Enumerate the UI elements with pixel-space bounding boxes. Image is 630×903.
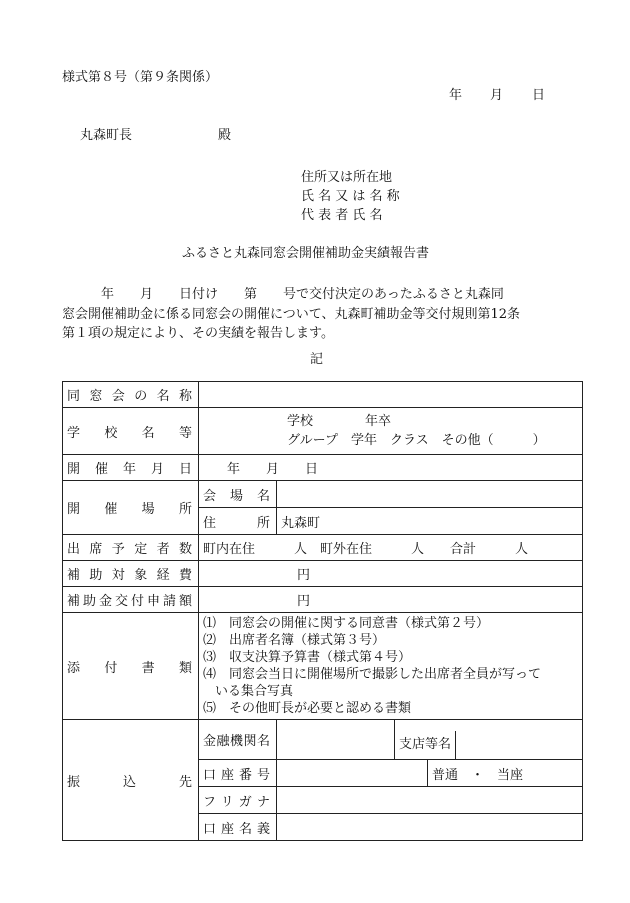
reunion-name-field[interactable] [199,382,583,408]
doc-item: いる集合写真 [215,684,294,699]
date-label: 開催年月日 [63,455,199,481]
applicant-address-label: 住所又は所在地 [301,170,393,185]
reunion-name-label: 同窓会の名称 [63,382,199,408]
school-label: 学校名等 [63,408,199,455]
furigana-field[interactable] [277,787,583,814]
doc-item: ⑴ 同窓会の開催に関する同意書（様式第２号） [203,616,490,631]
branch-label: 支店等名 [395,731,456,759]
account-no-label: 口座番号 [199,760,277,787]
school-line-1: 学校 年卒 [287,414,392,429]
grant-field[interactable]: 円 [199,587,583,613]
docs-label: 添付書類 [63,613,199,720]
school-line-2: グループ 学年 クラス その他（ ） [287,433,546,448]
address-label: 住所 [199,508,277,535]
venue-label: 会場名 [199,481,277,508]
date-month: 月 [490,88,504,103]
attendees-label: 出席予定者数 [63,535,199,561]
applicant-rep-label: 代 表 者 氏 名 [301,208,383,223]
doc-item: ⑷ 同窓会当日に開催場所で撮影した出席者全員が写って [203,667,542,682]
expense-field[interactable]: 円 [199,561,583,587]
form-number: 様式第８号（第９条関係） [62,70,219,85]
school-field[interactable] [199,408,583,455]
account-name-label: 口座名義 [199,814,277,841]
date-day: 日 [532,88,546,103]
grant-label: 補助金交付申請額 [63,587,199,613]
addressee-honorific: 殿 [218,128,232,143]
date-year: 年 [449,88,463,103]
attendees-field[interactable]: 町内在住 人 町外在住 人 合計 人 [199,535,583,561]
address-field[interactable]: 丸森町 [277,508,583,535]
expense-label: 補助対象経費 [63,561,199,587]
report-table [62,381,583,841]
place-label: 開催場所 [63,481,199,535]
account-type[interactable]: 普通 ・ 当座 [428,760,583,787]
account-no-field[interactable] [277,760,428,787]
branch-cell [395,720,583,760]
document-title: ふるさと丸森同窓会開催補助金実績報告書 [182,246,430,261]
furigana-label: フリガナ [199,787,277,814]
doc-item: ⑶ 収支決算予算書（様式第４号） [203,650,412,665]
bank-field[interactable] [277,720,395,760]
bank-label: 金融機関名 [199,720,277,760]
body-line-3: 第１項の規定により、その実績を報告します。 [62,326,334,341]
branch-field[interactable] [456,720,576,748]
ki-mark: 記 [310,352,324,367]
account-name-field[interactable] [277,814,583,841]
venue-field[interactable] [277,481,583,508]
transfer-label: 振込先 [63,720,199,841]
addressee-name: 丸森町長 [80,128,133,143]
docs-list [199,613,583,720]
doc-item: ⑸ その他町長が必要と認める書類 [203,701,412,716]
applicant-name-label: 氏 名 又 は 名 称 [301,189,400,204]
body-line-2: 窓会開催補助金に係る同窓会の開催について、丸森町補助金等交付規則第12条 [62,307,521,322]
body-line-1: 年 月 日付け 第 号で交付決定のあったふるさと丸森同 [62,287,504,302]
date-field[interactable]: 年 月 日 [199,455,583,481]
doc-item: ⑵ 出席者名簿（様式第３号） [203,633,386,648]
